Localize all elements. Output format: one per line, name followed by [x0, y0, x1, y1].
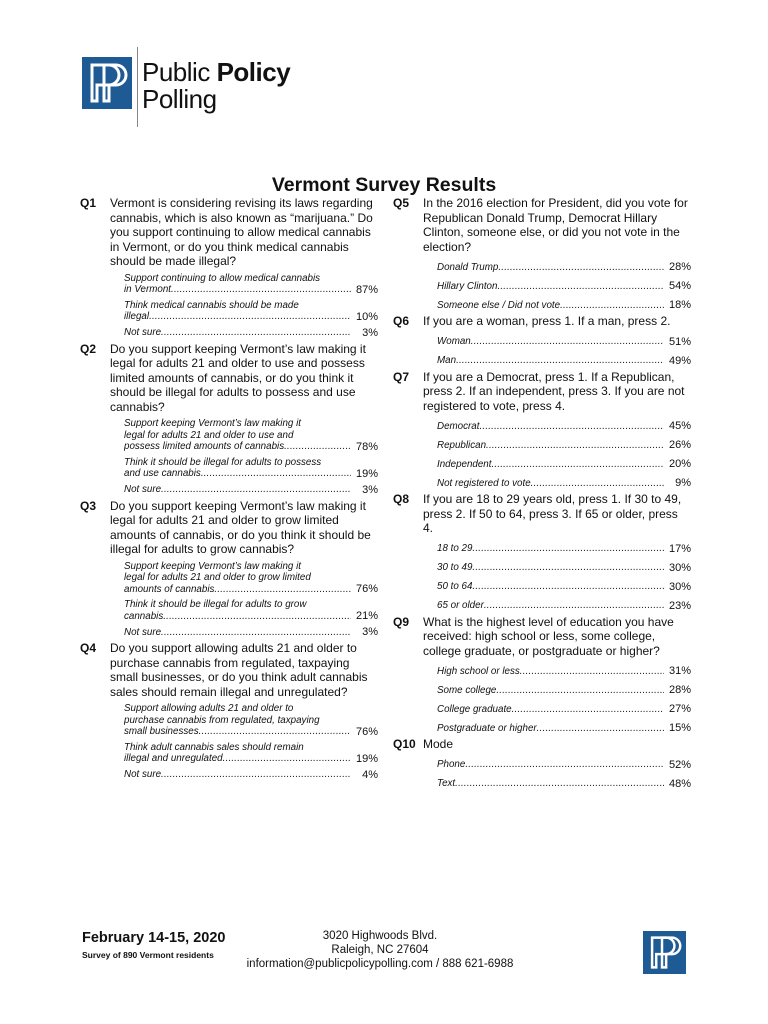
answer-label	[437, 600, 664, 612]
answer-label	[124, 599, 351, 622]
question-block	[393, 492, 691, 612]
survey-sample: Survey of 890 Vermont residents	[82, 950, 214, 960]
answer-label-line: Not sure	[124, 327, 162, 338]
answer-row	[124, 418, 378, 453]
dot-leader	[497, 281, 664, 293]
answer-label	[437, 581, 664, 593]
question	[393, 492, 691, 536]
answer-label-line: Think adult cannabis sales should remain	[124, 741, 304, 753]
answer-row	[437, 665, 691, 677]
answer-label-line: legal for adults 21 and older to grow limited	[124, 572, 311, 583]
answer-label-line: Donald Trump	[437, 261, 499, 273]
contact-block	[230, 929, 530, 971]
answer-row	[437, 543, 691, 555]
question-block	[393, 196, 691, 311]
question-text: Do you support keeping Vermont’s law making it legal for adults 21 and older to grow limited amounts of cannabis, or do you think it should be illegal for adults to grow cannabis?	[110, 498, 371, 556]
question-text: If you are a woman, press 1. If a man, press 2.	[423, 314, 671, 328]
question	[80, 342, 378, 415]
answer-label-line: amounts of cannabis	[124, 583, 215, 595]
dot-leader	[201, 468, 351, 480]
answer-list	[437, 420, 691, 489]
question-block	[393, 314, 691, 367]
answer-percent: 3%	[362, 483, 378, 496]
answer-label-line: small businesses	[124, 726, 199, 737]
dot-leader	[520, 666, 664, 678]
answer-row	[124, 457, 378, 480]
answer-percent: 19%	[355, 467, 378, 480]
dot-leader	[484, 600, 664, 612]
question-number: Q10	[393, 737, 416, 751]
question-number: Q9	[393, 614, 410, 629]
question	[393, 370, 691, 414]
answer-label	[124, 627, 351, 639]
dot-leader	[537, 723, 664, 735]
answer-label-line: possess limited amounts of cannabis	[124, 441, 285, 452]
survey-date: February 14-15, 2020	[82, 930, 226, 946]
answer-label	[437, 421, 664, 433]
answer-label	[124, 300, 351, 323]
answer-label	[437, 262, 664, 274]
dot-leader	[161, 484, 351, 496]
answer-label-line: Postgraduate or higher	[437, 722, 537, 734]
answer-row	[437, 477, 691, 489]
question-block	[393, 615, 691, 735]
answer-list	[124, 703, 378, 781]
question-number: Q5	[393, 196, 410, 210]
answer-percent: 31%	[668, 665, 691, 677]
dot-leader	[512, 704, 664, 716]
answer-label-line: Man	[437, 355, 457, 366]
answer-label-line: illegal and unregulated	[124, 753, 223, 764]
answer-label-line: Not sure	[124, 484, 162, 495]
dot-leader	[161, 327, 351, 339]
dot-leader	[456, 355, 664, 367]
answer-label	[124, 327, 351, 339]
answer-percent: 30%	[668, 561, 691, 574]
answer-label-line: Text	[437, 778, 456, 789]
dot-leader	[149, 311, 351, 323]
question-number: Q3	[80, 498, 97, 513]
answer-label	[124, 742, 351, 765]
answer-label-line: 30 to 49	[437, 562, 473, 573]
answer-label-line: Support continuing to allow medical cannabis	[124, 272, 321, 284]
question-block	[80, 196, 378, 339]
answer-list	[124, 273, 378, 339]
answer-list	[437, 543, 691, 612]
answer-percent: 28%	[668, 684, 691, 696]
question-block	[80, 641, 378, 781]
dot-leader	[223, 753, 351, 765]
answer-label	[124, 703, 351, 738]
dot-leader	[498, 262, 664, 274]
answer-label-line: Democrat	[437, 420, 480, 432]
answer-row	[437, 562, 691, 574]
left-column	[80, 196, 378, 784]
question-text: Do you support keeping Vermont’s law making it legal for adults 21 and older to use and possess limited amounts of cannabis, or do you think it should be illegal for adults to possess and use cannabis?	[110, 341, 366, 414]
answer-percent: 4%	[362, 768, 378, 781]
answer-row	[437, 722, 691, 734]
answer-row	[124, 703, 378, 738]
answer-label-line: Think medical cannabis should be made	[124, 299, 299, 311]
answer-row	[437, 280, 691, 292]
dot-leader	[496, 685, 664, 697]
question-number: Q2	[80, 341, 97, 356]
question	[80, 196, 378, 269]
question	[393, 737, 691, 752]
address-line-1: 3020 Highwoods Blvd.	[322, 930, 438, 942]
answer-list	[437, 759, 691, 790]
answer-label-line: 18 to 29	[437, 543, 473, 554]
question-text: What is the highest level of education you have received: high school or less, some college, college graduate, or postgraduate or higher?	[423, 614, 674, 658]
answer-row	[437, 458, 691, 470]
answer-label	[437, 666, 664, 678]
answer-label-line: illegal	[124, 311, 150, 322]
answer-percent: 30%	[668, 580, 691, 593]
question-number: Q1	[80, 196, 97, 210]
dot-leader	[161, 769, 351, 781]
answer-row	[124, 742, 378, 765]
answer-label	[437, 562, 664, 574]
answer-label	[437, 759, 664, 771]
answer-row	[437, 581, 691, 593]
answer-row	[124, 300, 378, 323]
answer-label-line: College graduate	[437, 703, 512, 715]
dot-leader	[161, 627, 351, 639]
answer-label-line: Phone	[437, 759, 466, 770]
answer-label-line: Support keeping Vermont’s law making it	[124, 418, 301, 429]
question-text: Do you support allowing adults 21 and older to purchase cannabis from regulated, taxpaying small businesses, or do you think adult cannabis sales should remain illegal and unregulated?	[110, 641, 368, 699]
question-number: Q4	[80, 641, 97, 655]
dot-leader	[560, 300, 664, 312]
question	[80, 641, 378, 699]
answer-row	[124, 273, 378, 296]
answer-row	[437, 336, 691, 348]
question	[393, 615, 691, 659]
question-number: Q7	[393, 369, 410, 384]
answer-label	[437, 685, 664, 697]
dot-leader	[472, 562, 664, 574]
answer-label-line: purchase cannabis from regulated, taxpaying	[124, 714, 320, 726]
dot-leader	[491, 459, 664, 471]
answer-label-line: Support allowing adults 21 and older to	[124, 703, 294, 714]
answer-label-line: Someone else / Did not vote	[437, 299, 561, 311]
answer-label	[437, 336, 664, 348]
answer-label	[124, 561, 351, 596]
answer-label	[437, 459, 664, 471]
answer-list	[124, 418, 378, 496]
contact-line: information@publicpolicypolling.com / 888 621-6988	[246, 958, 514, 970]
answer-label	[437, 355, 664, 367]
answer-percent: 76%	[355, 583, 378, 595]
answer-label	[124, 273, 351, 296]
answer-row	[437, 439, 691, 451]
right-column	[393, 196, 691, 793]
dot-leader	[471, 336, 664, 348]
dot-leader	[472, 581, 664, 593]
answer-label-line: Independent	[437, 458, 492, 470]
dot-leader	[465, 759, 664, 771]
answer-percent: 26%	[668, 439, 691, 451]
question-block	[80, 342, 378, 496]
answer-label-line: in Vermont	[124, 284, 172, 295]
answer-label	[124, 769, 351, 781]
answer-label	[437, 478, 664, 490]
answer-percent: 10%	[355, 310, 378, 323]
answer-row	[124, 599, 378, 622]
answer-list	[437, 665, 691, 734]
answer-label-line: Woman	[437, 336, 471, 347]
answer-percent: 49%	[668, 354, 691, 367]
question-text: If you are 18 to 29 years old, press 1. If 30 to 49, press 2. If 50 to 64, press 3. If 65 or older, press 4.	[423, 492, 682, 535]
answer-percent: 23%	[668, 599, 691, 612]
answer-label-line: and use cannabis	[124, 468, 201, 479]
answer-list	[437, 261, 691, 311]
answer-percent: 76%	[355, 725, 378, 738]
answer-label	[437, 778, 664, 790]
answer-label	[437, 543, 664, 555]
answer-label-line: Not sure	[124, 769, 162, 780]
answer-percent: 15%	[668, 722, 691, 734]
answer-label-line: High school or less	[437, 665, 520, 677]
answer-percent: 45%	[668, 420, 691, 432]
answer-row	[437, 778, 691, 790]
dot-leader	[455, 778, 664, 790]
answer-percent: 51%	[668, 335, 691, 348]
question	[393, 314, 691, 329]
answer-list	[124, 561, 378, 639]
answer-row	[124, 484, 378, 496]
answer-percent: 20%	[668, 458, 691, 470]
address-line-2: Raleigh, NC 27604	[331, 944, 429, 956]
answer-label-line: Republican	[437, 439, 487, 451]
dot-leader	[284, 441, 351, 453]
dot-leader	[531, 478, 664, 490]
answer-label	[437, 440, 664, 452]
question-text: In the 2016 election for President, did you vote for Republican Donald Trump, Democrat Hillary Clinton, someone else, or did you not vote in the election?	[423, 196, 688, 254]
answer-percent: 27%	[668, 703, 691, 715]
answer-percent: 54%	[668, 280, 691, 292]
answer-row	[437, 420, 691, 432]
dot-leader	[163, 611, 351, 623]
answer-row	[437, 759, 691, 771]
dot-leader	[479, 421, 664, 433]
question-block	[80, 499, 378, 639]
answer-label-line: legal for adults 21 and older to use and	[124, 429, 294, 441]
answer-row	[437, 261, 691, 273]
dot-leader	[472, 543, 664, 555]
answer-row	[124, 327, 378, 339]
answer-percent: 19%	[355, 752, 378, 765]
question-text: Vermont is considering revising its laws regarding cannabis, which is also known as “marijuana.” Do you support continuing to allow medical cannabis in Vermont, or do you think medical cannabis should be made illegal?	[110, 196, 373, 268]
answer-percent: 21%	[355, 610, 378, 622]
answer-percent: 9%	[675, 477, 691, 489]
answer-row	[437, 703, 691, 715]
question-block	[393, 370, 691, 490]
question-text: If you are a Democrat, press 1. If a Republican, press 2. If an independent, press 3. If you are not registered to vote, press 4.	[423, 369, 685, 413]
answer-label	[124, 457, 351, 480]
question-number: Q6	[393, 314, 410, 328]
ppp-logo-icon	[82, 57, 132, 109]
answer-label-line: Support keeping Vermont’s law making it	[124, 560, 301, 572]
answer-label-line: 50 to 64	[437, 581, 473, 592]
answer-label	[124, 418, 351, 453]
question-text: Mode	[423, 737, 454, 751]
footer-logo-icon	[643, 931, 686, 974]
answer-label-line: cannabis	[124, 610, 164, 622]
answer-percent: 48%	[668, 777, 691, 790]
dot-leader	[486, 440, 664, 452]
question	[80, 499, 378, 557]
logo-wordmark: Public Policy Polling	[142, 57, 291, 114]
dot-leader	[214, 584, 351, 596]
answer-label-line: 65 or older	[437, 600, 484, 611]
answer-row	[437, 684, 691, 696]
dot-leader	[171, 284, 351, 296]
answer-label-line: Hillary Clinton	[437, 280, 498, 292]
answer-label-line: Think it should be illegal for adults to grow	[124, 599, 307, 610]
answer-percent: 17%	[668, 542, 691, 555]
answer-list	[437, 336, 691, 367]
answer-row	[124, 769, 378, 781]
answer-label-line: Not registered to vote	[437, 477, 531, 489]
answer-percent: 78%	[355, 440, 378, 453]
answer-label-line: Some college	[437, 684, 497, 696]
answer-label	[437, 723, 664, 735]
question-block	[393, 737, 691, 790]
answer-row	[124, 561, 378, 596]
answer-percent: 3%	[362, 326, 378, 339]
answer-row	[124, 626, 378, 638]
answer-label-line: Think it should be illegal for adults to possess	[124, 456, 322, 468]
answer-label	[437, 704, 664, 716]
question	[393, 196, 691, 254]
answer-label	[437, 300, 664, 312]
answer-percent: 52%	[668, 758, 691, 771]
answer-row	[437, 355, 691, 367]
answer-label	[437, 281, 664, 293]
answer-percent: 28%	[668, 261, 691, 273]
logo-divider	[137, 47, 138, 127]
dot-leader	[199, 726, 351, 738]
question-number: Q8	[393, 492, 410, 506]
answer-label-line: Not sure	[124, 626, 162, 638]
answer-label	[124, 484, 351, 496]
answer-percent: 87%	[355, 283, 378, 296]
answer-percent: 18%	[668, 299, 691, 311]
page-title: Vermont Survey Results	[271, 174, 497, 196]
answer-row	[437, 600, 691, 612]
answer-row	[437, 299, 691, 311]
answer-percent: 3%	[362, 626, 378, 638]
